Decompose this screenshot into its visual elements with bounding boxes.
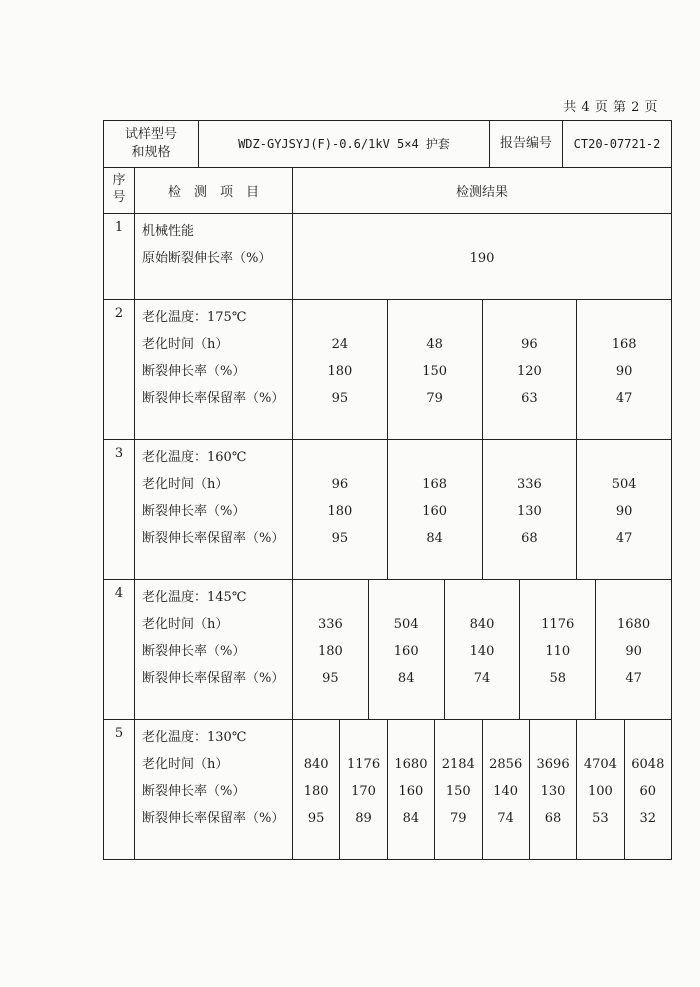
elongation-cell: 120 <box>516 364 542 379</box>
retention-cell: 47 <box>615 391 633 406</box>
retention-cell: 53 <box>592 811 609 826</box>
value-column <box>530 720 577 859</box>
retention-cell: 95 <box>307 811 325 826</box>
section-no: 3 <box>104 440 135 579</box>
value-column <box>577 440 671 579</box>
elongation-cell: 160 <box>393 644 419 659</box>
hours-cell: 2184 <box>441 757 475 772</box>
section-results <box>293 300 671 439</box>
retention-cell: 95 <box>331 531 349 546</box>
item-line: 断裂伸长率（%） <box>142 784 246 799</box>
elongation-cell: 180 <box>327 364 353 379</box>
elongation-cell: 90 <box>615 364 633 379</box>
hours-cell: 840 <box>469 617 495 632</box>
retention-cell: 74 <box>473 671 491 686</box>
section-items <box>135 720 293 859</box>
sample-label-line1: 试样型号 <box>124 127 177 142</box>
retention-cell: 79 <box>450 811 467 826</box>
value-column <box>293 580 369 719</box>
section-5 <box>104 720 671 859</box>
hours-cell: 96 <box>521 337 538 352</box>
retention-cell: 68 <box>544 811 562 826</box>
item-line: 断裂伸长率（%） <box>142 364 246 379</box>
section-1 <box>104 214 671 300</box>
col-result-header: 检测结果 <box>455 185 508 200</box>
value-column <box>340 720 387 859</box>
value-column <box>293 440 388 579</box>
item-line: 老化温度：130℃ <box>142 730 247 745</box>
value-column <box>483 440 578 579</box>
value-column <box>435 720 482 859</box>
section-no: 5 <box>104 720 135 859</box>
elongation-cell: 180 <box>303 784 329 799</box>
section-no: 2 <box>104 300 135 439</box>
section-2 <box>104 300 671 440</box>
sample-label-cell <box>104 121 199 167</box>
item-line: 断裂伸长率（%） <box>142 504 246 519</box>
retention-cell: 58 <box>549 671 567 686</box>
section-results <box>293 720 671 859</box>
elongation-cell: 150 <box>445 784 471 799</box>
section-4 <box>104 580 671 720</box>
value-column <box>520 580 596 719</box>
elongation-cell: 160 <box>422 504 448 519</box>
item-line: 机械性能 <box>142 224 195 239</box>
elongation-cell: 180 <box>317 644 343 659</box>
section-results <box>293 440 671 579</box>
item-line: 断裂伸长率保留率（%） <box>142 391 285 406</box>
retention-cell: 47 <box>625 671 642 686</box>
retention-cell: 79 <box>426 391 443 406</box>
page-counter: 共 4 页 第 2 页 <box>563 100 658 115</box>
value-column <box>293 720 340 859</box>
value-column <box>625 720 671 859</box>
value-column <box>388 720 435 859</box>
retention-cell: 89 <box>355 811 372 826</box>
report-no-value: CT20-07721-2 <box>573 137 661 151</box>
header-row <box>104 121 671 168</box>
elongation-cell: 170 <box>351 784 376 799</box>
value-column <box>577 720 624 859</box>
elongation-cell: 100 <box>588 784 613 799</box>
retention-cell: 95 <box>331 391 349 406</box>
col-no-header <box>104 168 135 213</box>
retention-cell: 84 <box>426 531 443 546</box>
report-table <box>103 120 672 860</box>
value-column <box>483 300 578 439</box>
section-items <box>135 440 293 579</box>
elongation-cell: 90 <box>615 504 633 519</box>
section-no: 1 <box>104 214 135 299</box>
hours-cell: 168 <box>422 477 448 492</box>
retention-cell: 95 <box>322 671 339 686</box>
hours-cell: 504 <box>611 477 637 492</box>
elongation-cell: 130 <box>516 504 542 519</box>
elongation-cell: 60 <box>639 784 657 799</box>
value-column <box>483 720 530 859</box>
sample-label-line2: 和规格 <box>131 145 171 160</box>
hours-cell: 504 <box>393 617 419 632</box>
item-line: 断裂伸长率保留率（%） <box>142 531 285 546</box>
hours-cell: 336 <box>516 477 542 492</box>
section-items <box>135 214 293 299</box>
item-line: 老化温度：160℃ <box>142 450 247 465</box>
retention-cell: 47 <box>615 531 633 546</box>
elongation-cell: 150 <box>422 364 448 379</box>
elongation-cell: 160 <box>398 784 424 799</box>
hours-cell: 168 <box>611 337 637 352</box>
item-line: 断裂伸长率保留率（%） <box>142 671 285 686</box>
elongation-cell: 140 <box>493 784 519 799</box>
section-results <box>293 214 671 299</box>
item-line: 断裂伸长率（%） <box>142 644 246 659</box>
value-column <box>596 580 671 719</box>
hours-cell: 6048 <box>631 757 665 772</box>
item-line: 老化时间（h） <box>142 617 229 632</box>
col-no-line2: 号 <box>112 190 126 205</box>
hours-cell: 1680 <box>617 617 651 632</box>
elongation-cell: 90 <box>625 644 642 659</box>
retention-cell: 74 <box>497 811 514 826</box>
hours-cell: 24 <box>331 337 349 352</box>
value-column <box>369 580 445 719</box>
retention-cell: 84 <box>402 811 420 826</box>
retention-cell: 68 <box>521 531 538 546</box>
value-column <box>445 580 521 719</box>
item-line: 老化时间（h） <box>142 477 229 492</box>
item-line: 老化温度：175℃ <box>142 310 247 325</box>
section-no: 4 <box>104 580 135 719</box>
item-line: 断裂伸长率保留率（%） <box>142 811 285 826</box>
hours-cell: 96 <box>331 477 349 492</box>
section-results <box>293 580 671 719</box>
report-no-label: 报告编号 <box>490 121 563 167</box>
hours-cell: 2856 <box>489 757 523 772</box>
item-line: 老化温度：145℃ <box>142 590 247 605</box>
original-elongation-value: 190 <box>469 251 495 266</box>
hours-cell: 840 <box>303 757 329 772</box>
value-column <box>388 300 483 439</box>
column-header-row <box>104 168 671 214</box>
section-items <box>135 580 293 719</box>
col-no-line1: 序 <box>112 173 126 188</box>
value-column <box>293 214 671 299</box>
retention-cell: 63 <box>521 391 538 406</box>
hours-cell: 4704 <box>583 757 617 772</box>
elongation-cell: 140 <box>469 644 495 659</box>
elongation-cell: 110 <box>545 644 571 659</box>
value-column <box>293 300 388 439</box>
value-column <box>388 440 483 579</box>
hours-cell: 1680 <box>394 757 428 772</box>
elongation-cell: 180 <box>327 504 353 519</box>
hours-cell: 336 <box>317 617 343 632</box>
value-column <box>577 300 671 439</box>
item-line: 老化时间（h） <box>142 757 229 772</box>
hours-cell: 3696 <box>536 757 570 772</box>
col-item-header: 检 测 项 目 <box>135 168 293 213</box>
hours-cell: 1176 <box>541 617 575 632</box>
elongation-cell: 130 <box>540 784 566 799</box>
section-items <box>135 300 293 439</box>
hours-cell: 1176 <box>347 757 381 772</box>
retention-cell: 32 <box>639 811 657 826</box>
hours-cell: 48 <box>426 337 443 352</box>
retention-cell: 84 <box>397 671 415 686</box>
section-3 <box>104 440 671 580</box>
item-line: 原始断裂伸长率（%） <box>142 251 272 266</box>
sample-value: WDZ-GYJSYJ(F)-0.6/1kV 5×4 护套 <box>199 121 490 167</box>
item-line: 老化时间（h） <box>142 337 229 352</box>
